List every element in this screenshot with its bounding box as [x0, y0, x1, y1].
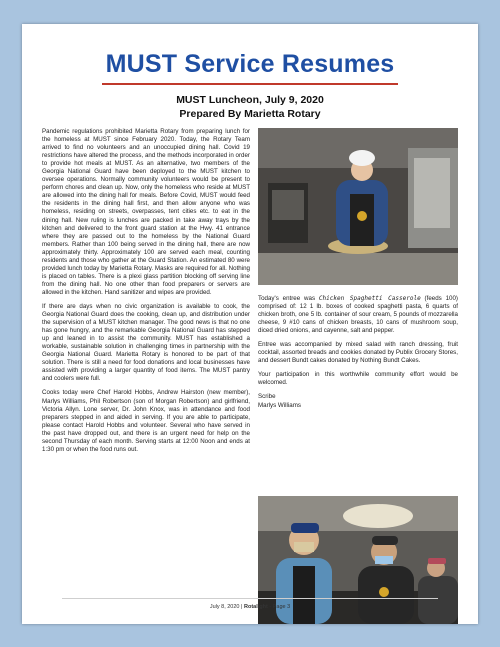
- paragraph-pandemic: Pandemic regulations prohibited Marietta Rotary from preparing lunch for the homeless at MUST since February 2020. Today, the Rotary Team arrived to find no volunteers and an unoccupied dining hall. Covid 19 restrictions have altered the process, and the methods incorporated in order to provide hot meals at MUST. As an alternative, two members of the Georgia National Guard have been deployed to the MUST kitchen to oversee operations. Normally community volunteers would be present to perform chores and clean up. Now, only the homeless who reside at MUST are allowed into the dining hall for meals. Before Covid, MUST would feed the residents in the dining hall first, and then allow anyone who was homeless, residing on streets, overpasses, tent cities etc. to eat in the dining hall. New ruling is lunches are packed in take away trays by the kitchen and delivered to the front guard station at the Hwy. 41 entrance where they are passed out to the homeless by the National Guard members. Rather than 100 being served in the dining hall, there are now approximately thirty. Approximately 100 are served each meal, counting residents and those who gather at the Guard Station. An estimated 80 were provided lunch today by Marietta Rotary. Masks are required for all. Nothing is placed on tables. There is a plexi glass partition blocking off serving line from the dining hall. No one other than food preparers or servers are allowed in the kitchen. Hand sanitizer and wipes are provided.: [42, 128, 250, 296]
- entree-details: (feeds 100) comprised of: 12 1 lb. boxes of cooked spaghetti pasta, 6 quarts of chicken broth, one 5 lb. container of sour cream, 5 pounds of mozzarella cheese, 9 #10 cans of chicken breasts, 10 cans of mushroom soup, diced dried onions, and cayenne, salt and pepper.: [258, 295, 458, 335]
- paragraph-cooks: Cooks today were Chef Harold Hobbs, Andrew Hairston (new member), Marlys Williams, Phil Robertson (son of Morgan Robertson) and girlfriend, Victoria Allyn. Lone server, Dr. John Knox, was in attendance and food preparers stepped in and aided in serving. If you are able to participate, please contact Harold Hobbs and volunteer. Several who have served in the past have dropped out, and there is an urgent need for help on the second Thursday of each month. Serving starts at 12:00 Noon and ends at 1:30 pm or when the food runs out.: [42, 389, 250, 453]
- footer-publication: Rotalight: [243, 604, 268, 610]
- paragraph-entree: [258, 295, 458, 335]
- footer-date: July 8, 2020 |: [209, 604, 244, 610]
- event-heading: MUST Luncheon, July 9, 2020: [176, 94, 324, 106]
- newsletter-page: [22, 24, 478, 624]
- right-column: [258, 128, 458, 410]
- entree-name: Chicken Spaghetti Casserole: [318, 295, 421, 302]
- paragraph-participation: Your participation in this worthwhile community effort would be welcomed.: [258, 371, 458, 387]
- paragraph-national-guard: If there are days when no civic organization is available to cook, the Georgia National Guard does the cooking, clean up, and distribution under the supervision of a MUST kitchen manager. The good news is that no one has gone hungry, and the remarkable Georgia National Guard has stepped up and leaned in to assist the community. MUST has established a workable, sustainable solution in challenging times in partnership with the Georgia National Guard. Marietta Rotary is honored to be part of that solution. There is still a need for food donations and local businesses have assisted with providing a larger quantity of food items. The MUST pantry and coolers were full.: [42, 302, 250, 383]
- entree-intro: Today's entree was: [258, 295, 319, 302]
- footer-page-number: - Page 3: [267, 604, 291, 610]
- page-title: MUST Service Resumes: [105, 50, 395, 78]
- left-column: [42, 128, 250, 460]
- title-underline: [102, 83, 398, 85]
- chef-kitchen-photo: [258, 128, 458, 285]
- footer-divider: [62, 598, 438, 599]
- event-subheading: Prepared By Marietta Rotary: [179, 108, 321, 120]
- scribe-name: Marlys Williams: [258, 401, 301, 409]
- right-text: [258, 295, 458, 410]
- paragraph-sides: Entree was accompanied by mixed salad with ranch dressing, fruit cocktail, assorted breads and cookies donated by Publix Grocery Stores, and dessert Bundt cakes donated by Nothing Bundt Cakes.: [258, 341, 458, 365]
- scribe-label: Scribe: [258, 393, 276, 401]
- page-footer: [22, 604, 478, 610]
